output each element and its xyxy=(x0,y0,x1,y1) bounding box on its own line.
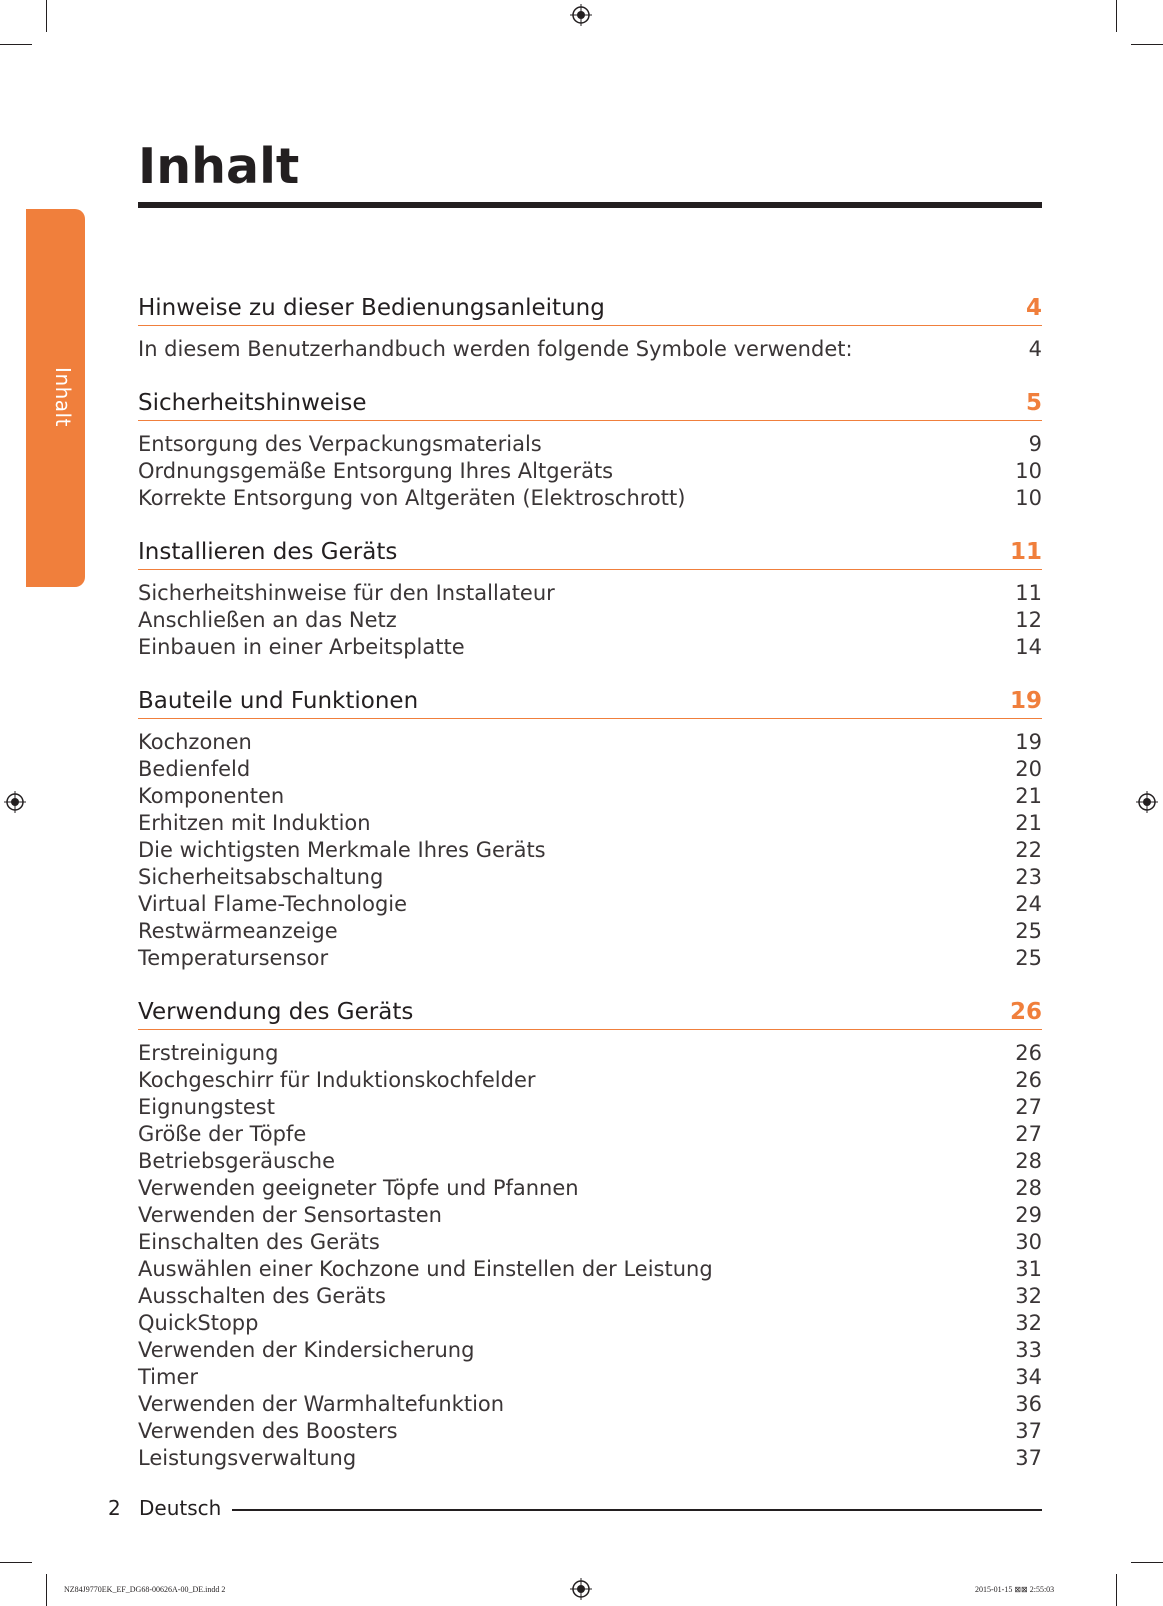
toc-section-title: Bauteile und Funktionen xyxy=(138,688,419,714)
toc-entry[interactable] xyxy=(138,1310,1042,1337)
toc-entry-page-number: 32 xyxy=(1015,1284,1042,1308)
toc-entry-page-number: 23 xyxy=(1015,865,1042,889)
toc-entry-page-number: 25 xyxy=(1015,919,1042,943)
table-of-contents xyxy=(138,286,1042,1490)
crop-mark xyxy=(46,0,47,32)
toc-entry[interactable] xyxy=(138,1337,1042,1364)
toc-entry[interactable] xyxy=(138,1445,1042,1472)
toc-entry-label: Anschließen an das Netz xyxy=(138,608,397,632)
toc-entry[interactable] xyxy=(138,1067,1042,1094)
toc-entry[interactable] xyxy=(138,1391,1042,1418)
toc-section-heading[interactable] xyxy=(138,679,1042,719)
toc-entry-label: Verwenden der Kindersicherung xyxy=(138,1338,475,1362)
toc-entry-label: Größe der Töpfe xyxy=(138,1122,307,1146)
crop-mark xyxy=(1116,1574,1117,1606)
toc-entry-page-number: 36 xyxy=(1015,1392,1042,1416)
toc-entry-page-number: 24 xyxy=(1015,892,1042,916)
toc-entry[interactable] xyxy=(138,458,1042,485)
toc-entry[interactable] xyxy=(138,485,1042,512)
toc-section-title: Installieren des Geräts xyxy=(138,539,398,565)
toc-section xyxy=(138,530,1042,661)
toc-entry-label: Temperatursensor xyxy=(138,946,329,970)
toc-section-heading[interactable] xyxy=(138,286,1042,326)
toc-entry[interactable] xyxy=(138,1229,1042,1256)
toc-entry-page-number: 33 xyxy=(1015,1338,1042,1362)
toc-entry-page-number: 21 xyxy=(1015,811,1042,835)
toc-section-page-number: 19 xyxy=(1009,688,1042,714)
toc-entry-list xyxy=(138,570,1042,661)
toc-entry-page-number: 22 xyxy=(1015,838,1042,862)
toc-section xyxy=(138,679,1042,972)
toc-entry[interactable] xyxy=(138,810,1042,837)
toc-entry[interactable] xyxy=(138,1121,1042,1148)
toc-entry[interactable] xyxy=(138,336,1042,363)
crop-mark xyxy=(1131,44,1163,45)
toc-entry-label: Ausschalten des Geräts xyxy=(138,1284,386,1308)
toc-section-title: Verwendung des Geräts xyxy=(138,999,414,1025)
toc-entry-page-number: 34 xyxy=(1015,1365,1042,1389)
footer-language: Deutsch xyxy=(139,1496,222,1520)
toc-entry[interactable] xyxy=(138,837,1042,864)
toc-entry[interactable] xyxy=(138,1148,1042,1175)
crop-mark xyxy=(1131,1562,1163,1563)
toc-entry[interactable] xyxy=(138,1256,1042,1283)
footer-rule xyxy=(232,1509,1042,1511)
toc-entry-label: Korrekte Entsorgung von Altgeräten (Elektroschrott) xyxy=(138,486,686,510)
toc-section-page-number: 11 xyxy=(1009,539,1042,565)
registration-mark-icon xyxy=(1136,791,1158,813)
toc-entry-label: Verwenden der Sensortasten xyxy=(138,1203,442,1227)
toc-section-page-number: 26 xyxy=(1009,999,1042,1025)
toc-entry[interactable] xyxy=(138,1202,1042,1229)
toc-section-heading[interactable] xyxy=(138,530,1042,570)
toc-entry[interactable] xyxy=(138,918,1042,945)
registration-mark-icon xyxy=(570,1578,592,1600)
toc-entry-label: Entsorgung des Verpackungsmaterials xyxy=(138,432,542,456)
toc-entry-page-number: 4 xyxy=(1028,337,1042,361)
toc-entry-label: Timer xyxy=(138,1365,199,1389)
toc-entry-page-number: 30 xyxy=(1015,1230,1042,1254)
toc-entry-page-number: 10 xyxy=(1015,486,1042,510)
toc-entry[interactable] xyxy=(138,580,1042,607)
toc-entry-label: In diesem Benutzerhandbuch werden folgende Symbole verwendet: xyxy=(138,337,853,361)
toc-entry-page-number: 25 xyxy=(1015,946,1042,970)
toc-entry-page-number: 9 xyxy=(1028,432,1042,456)
toc-entry[interactable] xyxy=(138,1364,1042,1391)
toc-entry-page-number: 31 xyxy=(1015,1257,1042,1281)
toc-entry-label: Die wichtigsten Merkmale Ihres Geräts xyxy=(138,838,546,862)
toc-entry[interactable] xyxy=(138,945,1042,972)
toc-entry-label: Verwenden der Warmhaltefunktion xyxy=(138,1392,505,1416)
toc-entry-page-number: 28 xyxy=(1015,1149,1042,1173)
toc-section-heading[interactable] xyxy=(138,381,1042,421)
toc-entry-page-number: 27 xyxy=(1015,1122,1042,1146)
toc-entry-page-number: 26 xyxy=(1015,1041,1042,1065)
toc-entry-label: Sicherheitshinweise für den Installateur xyxy=(138,581,555,605)
toc-entry-page-number: 11 xyxy=(1015,581,1042,605)
toc-entry-label: QuickStopp xyxy=(138,1311,259,1335)
toc-section xyxy=(138,990,1042,1472)
toc-entry-page-number: 21 xyxy=(1015,784,1042,808)
toc-entry-page-number: 27 xyxy=(1015,1095,1042,1119)
toc-entry[interactable] xyxy=(138,729,1042,756)
toc-entry-page-number: 14 xyxy=(1015,635,1042,659)
toc-entry-page-number: 37 xyxy=(1015,1446,1042,1470)
toc-entry-list xyxy=(138,326,1042,363)
toc-entry-label: Erstreinigung xyxy=(138,1041,279,1065)
toc-entry[interactable] xyxy=(138,756,1042,783)
footer-page-number: 2 xyxy=(108,1496,121,1520)
toc-entry[interactable] xyxy=(138,1175,1042,1202)
toc-entry-page-number: 26 xyxy=(1015,1068,1042,1092)
title-rule xyxy=(138,202,1042,208)
toc-entry-page-number: 19 xyxy=(1015,730,1042,754)
toc-entry-label: Leistungsverwaltung xyxy=(138,1446,357,1470)
toc-entry-label: Auswählen einer Kochzone und Einstellen der Leistung xyxy=(138,1257,713,1281)
toc-entry[interactable] xyxy=(138,783,1042,810)
print-slug-filename: NZ84J9770EK_EF_DG68-00626A-00_DE.indd 2 xyxy=(64,1585,226,1594)
crop-mark xyxy=(0,1562,32,1563)
toc-entry-label: Sicherheitsabschaltung xyxy=(138,865,384,889)
toc-entry-page-number: 29 xyxy=(1015,1203,1042,1227)
crop-mark xyxy=(46,1574,47,1606)
toc-entry[interactable] xyxy=(138,1040,1042,1067)
crop-mark xyxy=(0,44,32,45)
toc-section-page-number: 4 xyxy=(1025,295,1042,321)
toc-entry-list xyxy=(138,1030,1042,1472)
toc-entry-page-number: 10 xyxy=(1015,459,1042,483)
toc-entry-label: Restwärmeanzeige xyxy=(138,919,338,943)
crop-mark xyxy=(1116,0,1117,32)
toc-entry[interactable] xyxy=(138,864,1042,891)
toc-entry[interactable] xyxy=(138,607,1042,634)
toc-entry-label: Erhitzen mit Induktion xyxy=(138,811,371,835)
toc-entry-label: Virtual Flame-Technologie xyxy=(138,892,408,916)
registration-mark-icon xyxy=(4,791,26,813)
toc-entry[interactable] xyxy=(138,891,1042,918)
page-title: Inhalt xyxy=(138,138,300,195)
toc-entry-list xyxy=(138,719,1042,972)
chapter-side-tab-label: Inhalt xyxy=(51,367,75,427)
toc-entry-label: Kochzonen xyxy=(138,730,252,754)
toc-section xyxy=(138,286,1042,363)
toc-section-title: Sicherheitshinweise xyxy=(138,390,367,416)
toc-entry-label: Verwenden geeigneter Töpfe und Pfannen xyxy=(138,1176,579,1200)
toc-entry-label: Verwenden des Boosters xyxy=(138,1419,398,1443)
toc-entry-label: Einbauen in einer Arbeitsplatte xyxy=(138,635,465,659)
toc-entry-page-number: 12 xyxy=(1015,608,1042,632)
registration-mark-icon xyxy=(570,4,592,26)
toc-entry-page-number: 32 xyxy=(1015,1311,1042,1335)
toc-section-title: Hinweise zu dieser Bedienungsanleitung xyxy=(138,295,605,321)
toc-entry-label: Betriebsgeräusche xyxy=(138,1149,335,1173)
toc-entry-list xyxy=(138,421,1042,512)
toc-entry-label: Bedienfeld xyxy=(138,757,251,781)
toc-entry[interactable] xyxy=(138,634,1042,661)
toc-entry-label: Kochgeschirr für Induktionskochfelder xyxy=(138,1068,536,1092)
toc-entry-page-number: 28 xyxy=(1015,1176,1042,1200)
toc-entry[interactable] xyxy=(138,1283,1042,1310)
toc-section xyxy=(138,381,1042,512)
toc-entry-label: Komponenten xyxy=(138,784,285,808)
toc-entry[interactable] xyxy=(138,1094,1042,1121)
toc-entry-label: Eignungstest xyxy=(138,1095,275,1119)
toc-entry-page-number: 37 xyxy=(1015,1419,1042,1443)
print-slug-timestamp: 2015-01-15 ⊠⊠ 2:55:03 xyxy=(975,1585,1055,1594)
toc-section-page-number: 5 xyxy=(1025,390,1042,416)
toc-section-heading[interactable] xyxy=(138,990,1042,1030)
toc-entry[interactable] xyxy=(138,431,1042,458)
toc-entry-label: Einschalten des Geräts xyxy=(138,1230,380,1254)
toc-entry-label: Ordnungsgemäße Entsorgung Ihres Altgeräts xyxy=(138,459,614,483)
toc-entry[interactable] xyxy=(138,1418,1042,1445)
toc-entry-page-number: 20 xyxy=(1015,757,1042,781)
